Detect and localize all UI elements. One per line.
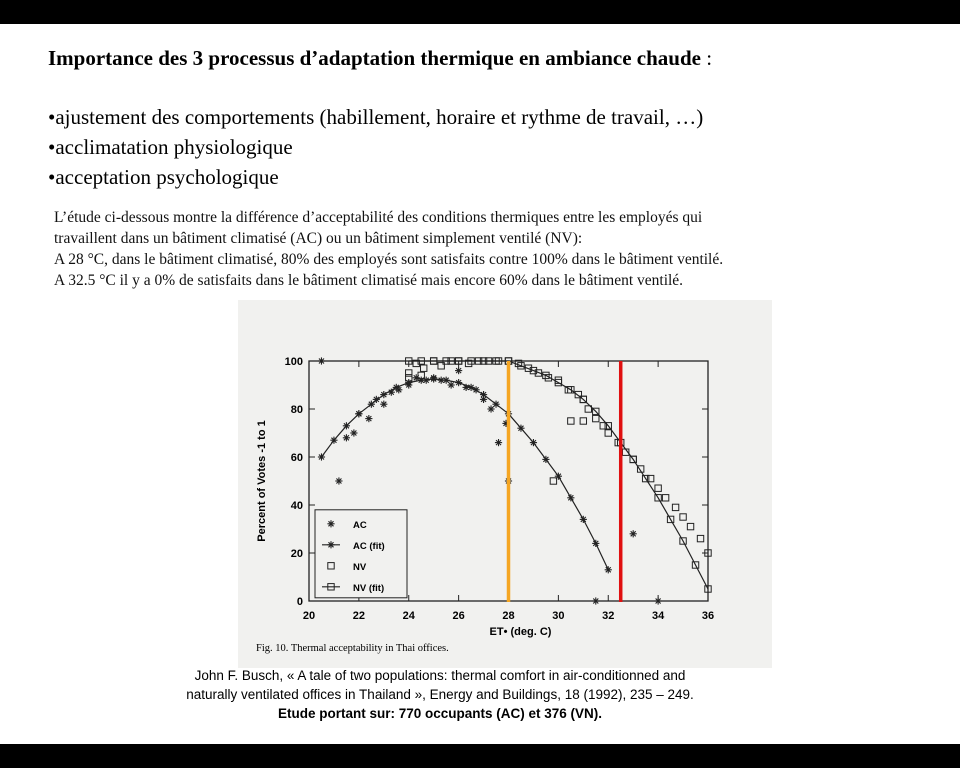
x-tick-label: 28 (502, 610, 515, 622)
slide-title (48, 46, 712, 71)
y-tick-label: 0 (296, 596, 303, 608)
data-point (592, 597, 599, 604)
x-tick-label: 36 (701, 610, 715, 622)
data-point (655, 597, 662, 604)
data-point (495, 439, 502, 446)
data-point (343, 434, 350, 441)
study-line: travaillent dans un bâtiment climatisé (AC) ou un bâtiment simplement ventilé (NV): (54, 230, 583, 247)
study-line: A 32.5 °C il y a 0% de satisfaits dans le bâtiment climatisé mais encore 60% dans le bâtiment ventilé. (54, 272, 684, 289)
data-point (393, 384, 400, 391)
bullet-item: •acceptation psychologique (48, 165, 279, 189)
data-point (455, 379, 462, 386)
data-point (605, 430, 611, 436)
y-tick-label: 100 (284, 356, 303, 368)
citation-line: naturally ventilated offices in Thailand », Energy and Buildings, 18 (1992), 235 – 249. (186, 687, 694, 702)
data-point (580, 418, 586, 424)
x-tick-label: 30 (552, 610, 565, 622)
citation-line: John F. Busch, « A tale of two populations: thermal comfort in air-conditionned and (194, 668, 686, 683)
citation (110, 666, 770, 723)
slide-title-text: Importance des 3 processus d’adaptation thermique en ambiance chaude (48, 46, 701, 70)
figure-caption: Fig. 10. Thermal acceptability in Thai offices. (256, 643, 449, 654)
data-point (555, 473, 562, 480)
sample-note: Etude portant sur: 770 occupants (AC) et 376 (VN). (277, 706, 603, 721)
legend-label: AC (353, 519, 367, 531)
data-point (350, 429, 357, 436)
study-line: L’étude ci-dessous montre la différence d’acceptabilité des conditions thermiques entre les employés qui (54, 209, 703, 226)
data-point (530, 439, 537, 446)
x-tick-label: 32 (602, 610, 615, 622)
data-point (550, 478, 556, 484)
study-line: A 28 °C, dans le bâtiment climatisé, 80% des employés sont satisfaits contre 100% dans le bâtiment ventilé. (54, 251, 724, 268)
bullet-item: •acclimatation physiologique (48, 135, 293, 159)
legend-label: AC (fit) (353, 540, 385, 552)
y-tick-label: 80 (290, 404, 303, 416)
y-tick-label: 20 (290, 548, 303, 560)
data-point (687, 523, 693, 529)
x-tick-label: 24 (402, 610, 415, 622)
y-tick-label: 60 (290, 452, 303, 464)
data-point (517, 425, 524, 432)
data-point (365, 415, 372, 422)
slide (0, 24, 960, 744)
bullet-item: •ajustement des comportements (habillement, horaire et rythme de travail, …) (48, 105, 704, 129)
data-point (318, 357, 325, 364)
data-point (421, 365, 427, 371)
y-axis-label: Percent of Votes -1 to 1 (256, 420, 268, 542)
data-point (542, 456, 549, 463)
slide-title-suffix: : (700, 46, 713, 70)
data-point (406, 370, 412, 376)
legend-label: NV (353, 561, 367, 573)
x-tick-label: 22 (352, 610, 365, 622)
data-point (455, 367, 462, 374)
data-point (655, 485, 661, 491)
data-point (672, 504, 678, 510)
bullet-list (48, 102, 703, 192)
x-tick-label: 20 (302, 610, 316, 622)
data-point (662, 495, 668, 501)
study-description (54, 207, 723, 291)
thermal-acceptability-chart (238, 300, 772, 668)
data-point (580, 516, 587, 523)
data-point (593, 415, 599, 421)
legend-label: NV (fit) (353, 582, 385, 594)
data-point (430, 375, 437, 382)
x-tick-label: 26 (452, 610, 465, 622)
data-point (335, 477, 342, 484)
x-tick-label: 34 (652, 610, 665, 622)
y-tick-label: 40 (290, 500, 303, 512)
data-point (592, 540, 599, 547)
chart-scan (238, 300, 772, 668)
data-point (605, 566, 612, 573)
x-axis-label: ET• (deg. C) (489, 626, 552, 638)
data-point (630, 530, 637, 537)
data-point (697, 535, 703, 541)
data-point (567, 494, 574, 501)
data-point (380, 401, 387, 408)
data-point (680, 514, 686, 520)
data-point (568, 418, 574, 424)
